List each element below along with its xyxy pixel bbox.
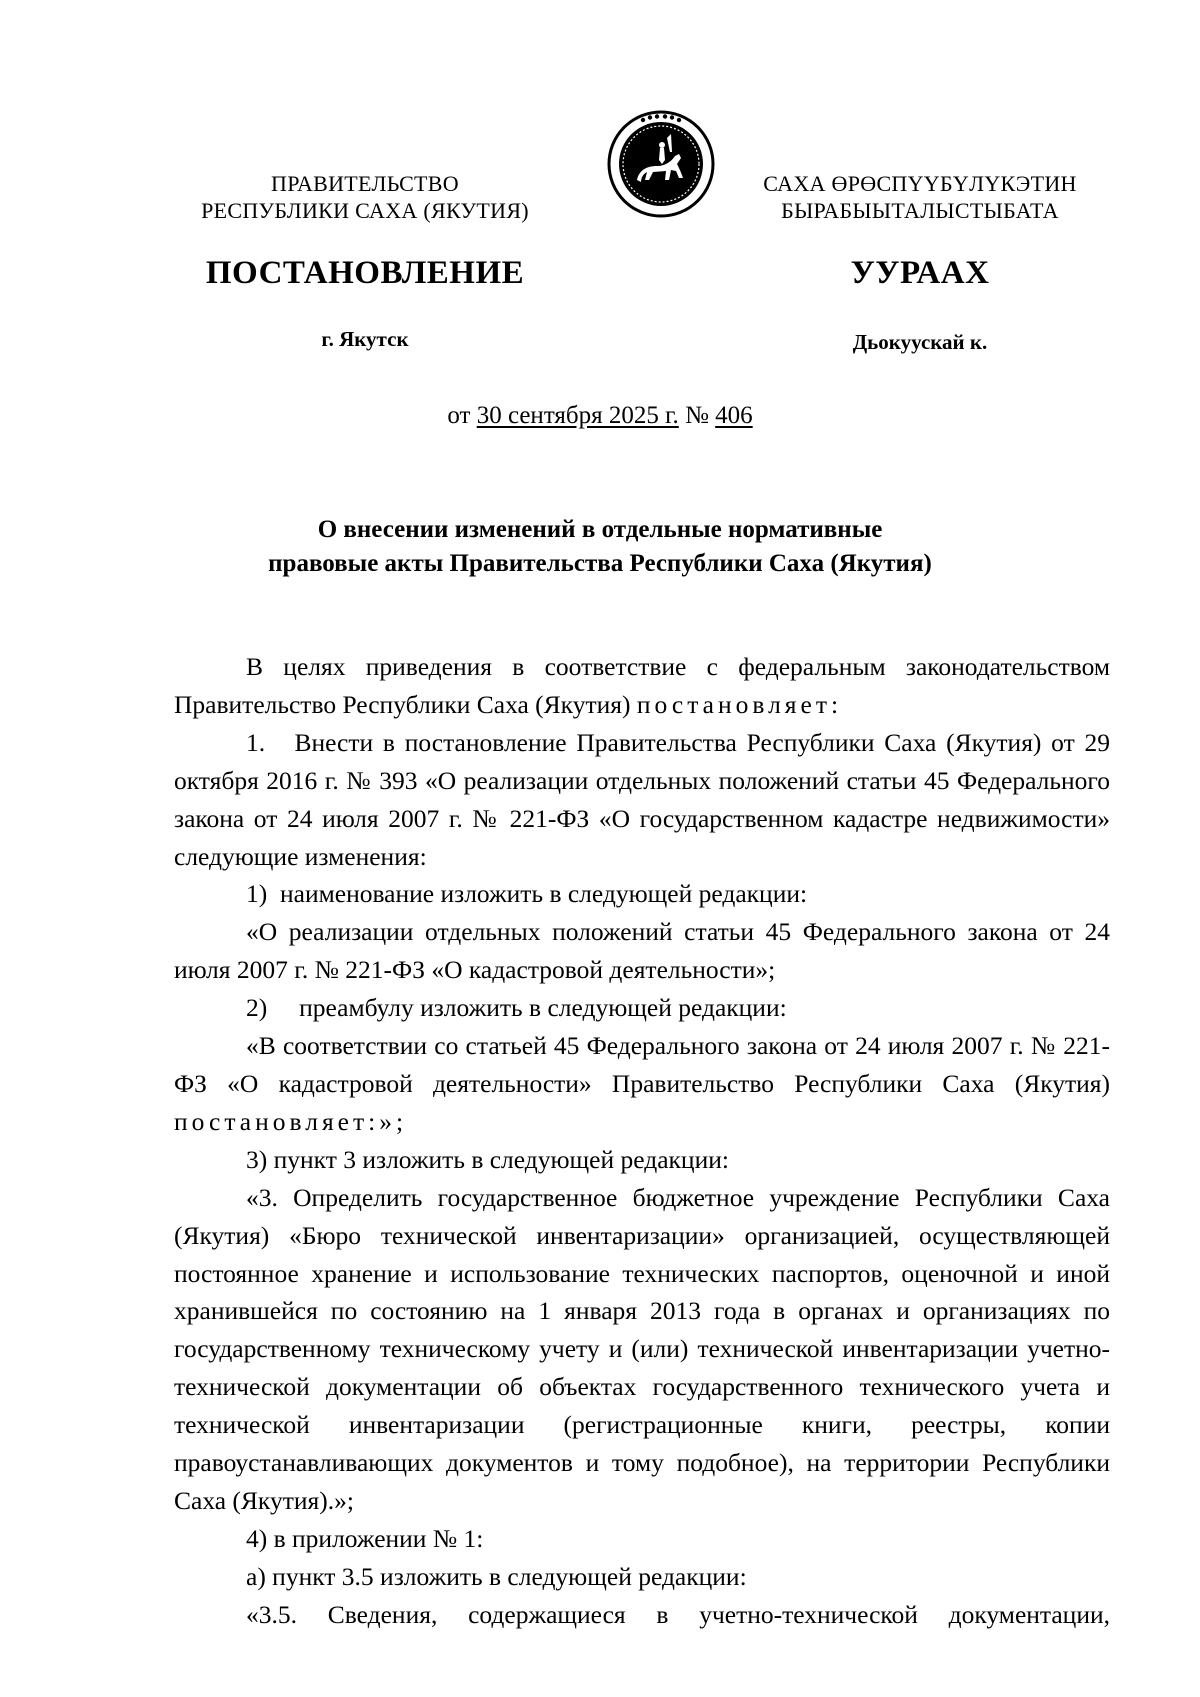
document-title [150,513,1050,581]
paragraph-1-text: Внести в постановление Правительства Республики Саха (Якутия) от 29 октября 2016 г. № 393 «О реализации отдельных положений статьи 45 Федерального закона от 24 июля 2007 г. № 221-ФЗ «О государственном кадастре недвижимости» следующие изменения: [174,727,1111,871]
subitem-2-quote-spaced-word: постановляет:»; [174,1106,408,1136]
document-body [174,648,1110,1634]
document-title-line-1: О внесении изменений в отдельные нормативные [317,516,883,543]
subitem-2-text: преамбулу изложить в следующей редакции: [299,993,787,1023]
government-name-line-2: РЕСПУБЛИКИ САХА (ЯКУТИЯ) [201,198,529,223]
government-name-line-1: ПРАВИТЕЛЬСТВО [271,171,459,196]
government-name-russian [170,170,560,224]
subitem-4: 4) в приложении № 1: [246,1523,484,1553]
document-date-line [0,402,1200,430]
document-title-line-2: правовые акты Правительства Республики Саха (Якутия) [268,550,932,577]
subitem-1 [174,875,1110,913]
document-date: 30 сентября 2025 г. [476,402,679,429]
subitem-1-number: 1) [246,879,268,909]
subitem-3-quote: «3. Определить государственное бюджетное учреждение Республики Саха (Якутия) «Бюро технической инвентаризации» организацией, осуществляющей постоянное хранение и использование технических паспортов, оценочной и иной хранившейся по состоянию на 1 января 2013 года в органах и организациях по государственному техническому учету и (или) технической инвентаризации учетно-технической документации об объектах государственного технического учета и технической инвентаризации (регистрационные книги, реестры, копии правоустанавливающих документов и тому подобное), на территории Республики Саха (Якутия).»; [174,1182,1110,1515]
subitem-1-quote: «О реализации отдельных положений статьи 45 Федерального закона от 24 июля 2007 г. № 221-ФЗ «О кадастровой деятельности»; [174,917,1110,985]
subitem-3: 3) пункт 3 изложить в следующей редакции: [246,1144,729,1174]
document-type-russian: ПОСТАНОВЛЕНИЕ [205,255,525,291]
subitem-4a: а) пункт 3.5 изложить в следующей редакции: [246,1561,747,1591]
subitem-2-number: 2) [246,993,268,1023]
preamble-spaced-word: постановляет: [636,689,843,719]
paragraph-1 [174,724,1110,876]
number-prefix: № [685,402,709,429]
document-type-yakut: УУРААХ [850,255,990,291]
subitem-1-text: наименование изложить в следующей редакции: [280,879,808,909]
preamble-text: В целях приведения в соответствие с федеральным законодательством Правительство Республики Саха (Якутия) [174,652,1110,719]
city-russian: г. Якутск [321,327,409,351]
government-name-line-2: БЫРАБЫЫТАЛЫСТЫБАТА [781,198,1059,223]
subitem-2 [174,989,1110,1027]
city-yakut: Дьокуускай к. [852,330,988,354]
document-number: 406 [715,402,753,429]
sakha-republic-emblem-icon [605,108,717,220]
paragraph-1-number: 1. [246,727,266,757]
date-prefix: от [447,402,471,429]
subitem-4a-quote: «3.5. Сведения, содержащиеся в учетно-технической документации, [246,1599,1110,1629]
government-name-line-1: САХА ӨРӨСПҮҮБҮЛҮКЭТИН [763,171,1077,196]
subitem-2-quote-text: «В соответствии со статьей 45 Федерального закона от 24 июля 2007 г. № 221-ФЗ «О кадастровой деятельности» Правительство Республики Саха (Якутия) [174,1031,1110,1098]
government-name-yakut [740,170,1100,224]
subitem-2-quote [174,1027,1110,1141]
preamble-paragraph [174,648,1110,724]
